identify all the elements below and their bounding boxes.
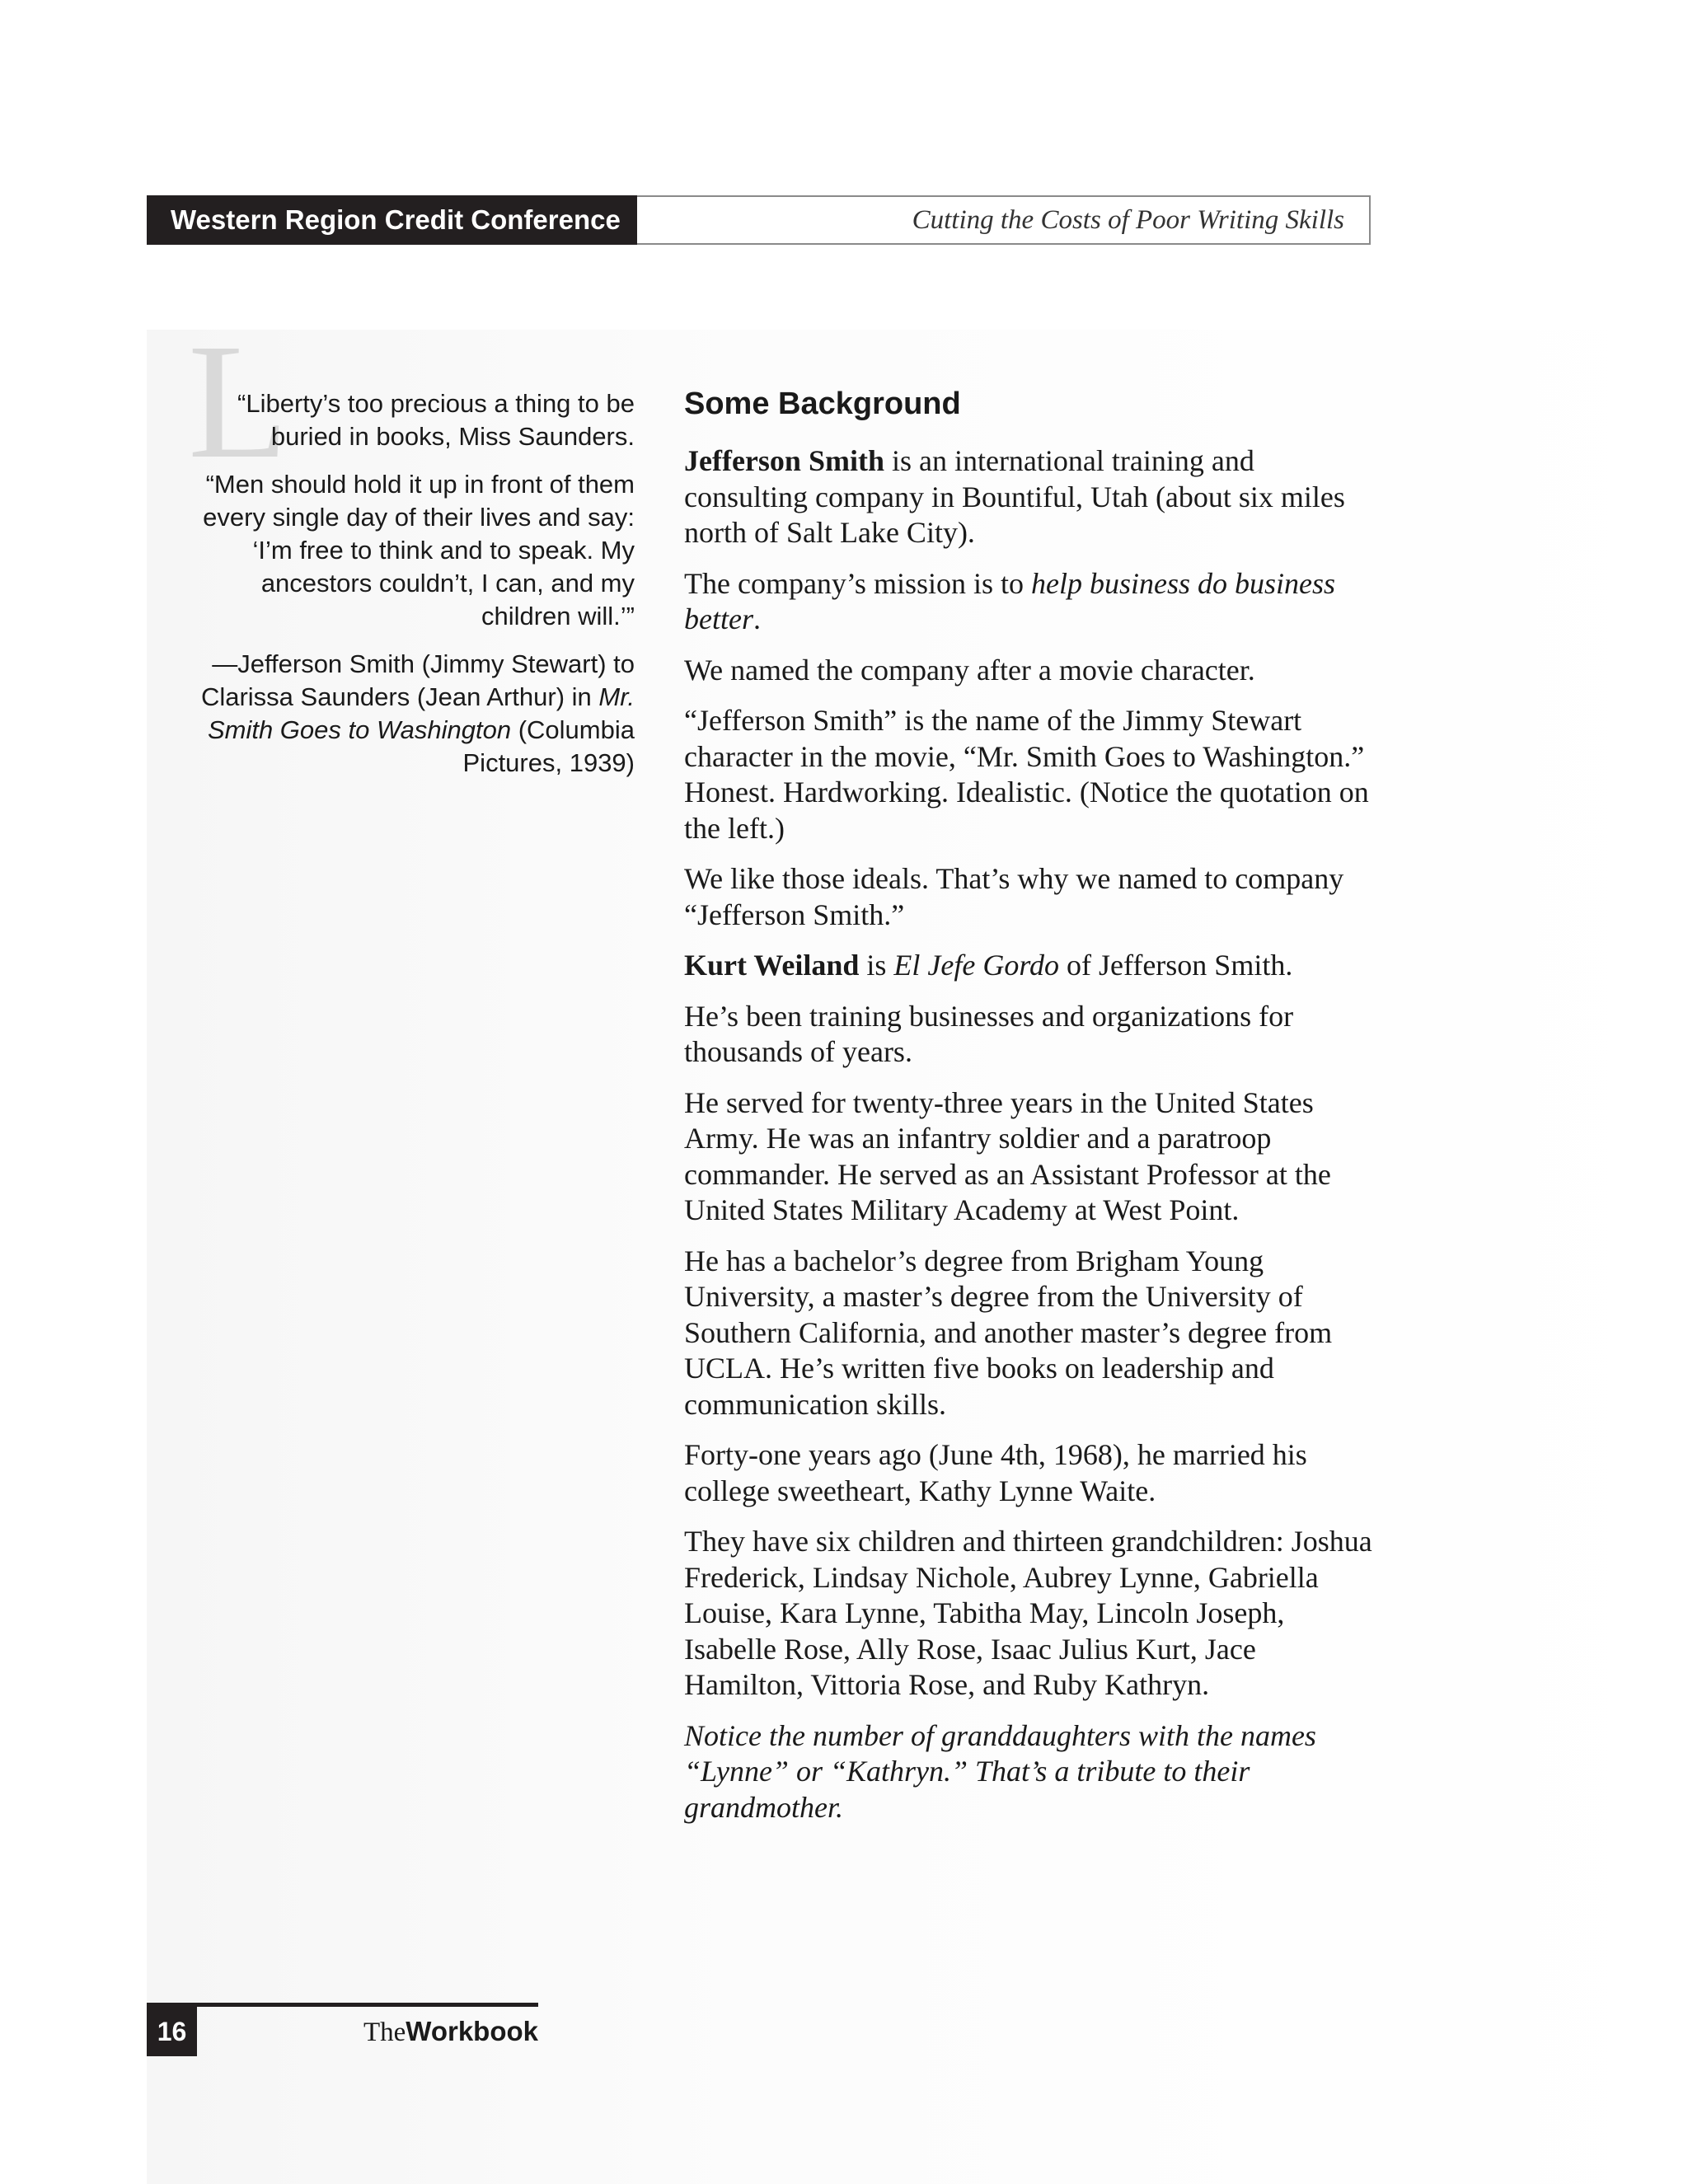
paragraph-training: He’s been training businesses and organizations for thousands of years. bbox=[684, 999, 1294, 1068]
footer-rule bbox=[147, 2003, 538, 2007]
paragraph-marriage: Forty-one years ago (June 4th, 1968), he married his college sweetheart, Kathy Lynne Waite. bbox=[684, 1438, 1307, 1507]
footer-title bbox=[330, 2011, 538, 2053]
paragraph-army: He served for twenty-three years in the United States Army. He was an infantry soldier and a paratroop commander. He served as an Assistant Professor at the United States Military Academy at West Point. bbox=[684, 1085, 1331, 1226]
mission-text: help business do business better bbox=[684, 566, 1335, 635]
paragraph-text: of Jefferson Smith. bbox=[1059, 949, 1293, 982]
paragraph-mission bbox=[684, 566, 1381, 638]
tribute-text: Notice the number of granddaughters with the names “Lynne” or “Kathryn.” That’s a tribute to their grandmother. bbox=[684, 1718, 1316, 1824]
page-number: 16 bbox=[147, 2007, 197, 2056]
sidebar-quote bbox=[165, 338, 635, 794]
paragraph-ideals: We like those ideals. That’s why we named to company “Jefferson Smith.” bbox=[684, 862, 1344, 931]
paragraph-naming: We named the company after a movie character. bbox=[684, 653, 1255, 687]
paragraph-text: is an international training and consulting company in Bountiful, Utah (about six miles north of Salt Lake City). bbox=[684, 444, 1345, 549]
footer-title-workbook: Workbook bbox=[406, 2016, 538, 2046]
company-name: Jefferson Smith bbox=[684, 444, 884, 477]
paragraph-text: The company’s mission is to bbox=[684, 566, 1031, 600]
attribution-film: Mr. Smith Goes to Washington bbox=[207, 682, 635, 744]
paragraph-text: . bbox=[753, 602, 761, 635]
conference-title: Western Region Credit Conference bbox=[147, 195, 637, 245]
paragraph-kurt bbox=[684, 948, 1381, 984]
paragraph-character: “Jefferson Smith” is the name of the Jimmy Stewart character in the movie, “Mr. Smith Goes to Washington.” Honest. Hardworking. Idealistic. (Notice the quotation on the left.) bbox=[684, 704, 1369, 845]
quote-attribution bbox=[165, 648, 635, 780]
footer-title-the: The bbox=[363, 2018, 406, 2047]
document-title: Cutting the Costs of Poor Writing Skills bbox=[637, 195, 1371, 245]
attribution-publisher: (Columbia Pictures, 1939) bbox=[462, 715, 635, 777]
person-name: Kurt Weiland bbox=[684, 949, 860, 982]
main-content bbox=[684, 381, 1381, 1840]
paragraph-tribute bbox=[684, 1718, 1381, 1826]
paragraph-text: is bbox=[859, 949, 894, 982]
quote-line-1: “Liberty’s too precious a thing to be buried in books, Miss Saunders. bbox=[237, 389, 635, 451]
quote-line-2: “Men should hold it up in front of them every single day of their lives and say: ‘I’m free to think and to speak. My ancestors couldn’t, I can, and my children will.’” bbox=[203, 470, 635, 630]
paragraph-family: They have six children and thirteen grandchildren: Joshua Frederick, Lindsay Nichole, Aubrey Lynne, Gabriella Louise, Kara Lynne, Tabitha May, Lincoln Joseph, Isabelle Rose, Ally Rose, Isaac Julius Kurt, Jace Hamilton, Vittoria Rose, and Ruby Kathryn. bbox=[684, 1525, 1372, 1701]
attribution-text: —Jefferson Smith (Jimmy Stewart) to Clarissa Saunders (Jean Arthur) in bbox=[200, 649, 635, 711]
page-header bbox=[147, 195, 1371, 245]
paragraph-education: He has a bachelor’s degree from Brigham Young University, a master’s degree from the University of Southern California, and another master’s degree from UCLA. He’s written five books on leadership and communication skills. bbox=[684, 1244, 1333, 1421]
person-title: El Jefe Gordo bbox=[893, 949, 1060, 982]
section-heading: Some Background bbox=[684, 387, 961, 421]
paragraph-company bbox=[684, 443, 1381, 551]
drop-letter: L bbox=[188, 311, 289, 493]
